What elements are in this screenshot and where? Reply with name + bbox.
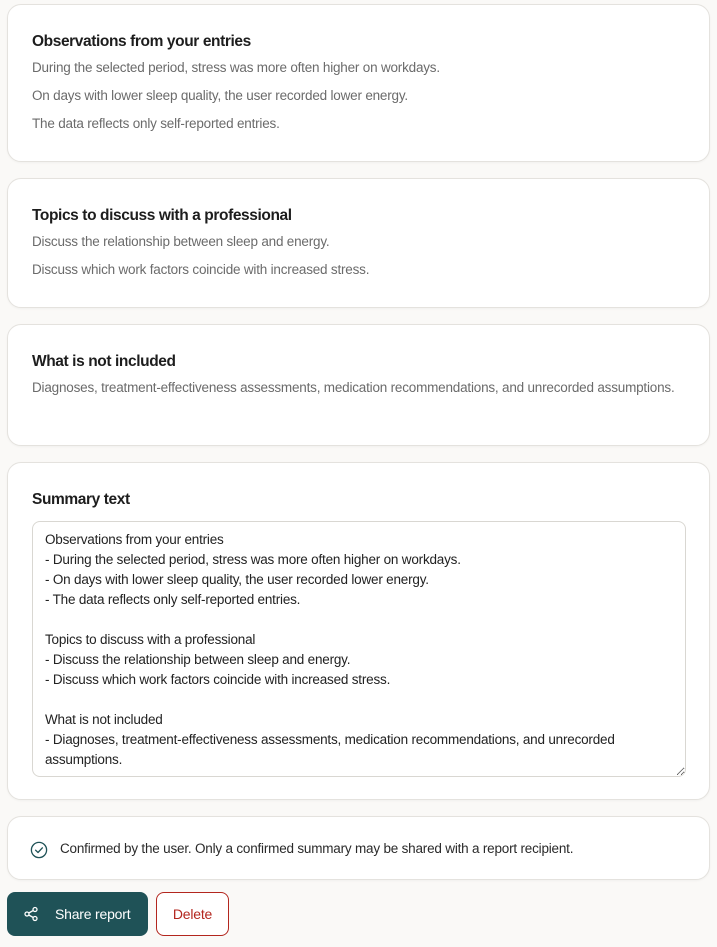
confirmation-card: [7, 816, 710, 880]
delete-button[interactable]: Delete: [156, 892, 229, 936]
summary-card: [7, 462, 710, 800]
summary-textarea[interactable]: [32, 521, 686, 777]
confirmation-text: Confirmed by the user. Only a confirmed summary may be shared with a report recipient.: [60, 840, 574, 856]
check-circle-icon: [30, 841, 48, 859]
observation-item: On days with lower sleep quality, the user recorded lower energy.: [32, 88, 408, 103]
not-included-text: Diagnoses, treatment-effectiveness assessments, medication recommendations, and unrecorded assumptions.: [32, 380, 675, 395]
not-included-title: What is not included: [32, 353, 176, 370]
topic-item: Discuss the relationship between sleep and energy.: [32, 234, 330, 249]
not-included-card: [7, 324, 710, 446]
observation-item: During the selected period, stress was more often higher on workdays.: [32, 60, 440, 75]
topics-card: [7, 178, 710, 308]
topic-item: Discuss which work factors coincide with increased stress.: [32, 262, 370, 277]
observation-item: The data reflects only self-reported entries.: [32, 116, 280, 131]
share-report-button[interactable]: [7, 892, 148, 936]
observations-title: Observations from your entries: [32, 33, 251, 50]
share-report-label: Share report: [55, 906, 131, 922]
observations-card: [7, 4, 710, 162]
share-icon: [23, 906, 39, 922]
summary-title: Summary text: [32, 491, 130, 508]
topics-title: Topics to discuss with a professional: [32, 207, 292, 224]
